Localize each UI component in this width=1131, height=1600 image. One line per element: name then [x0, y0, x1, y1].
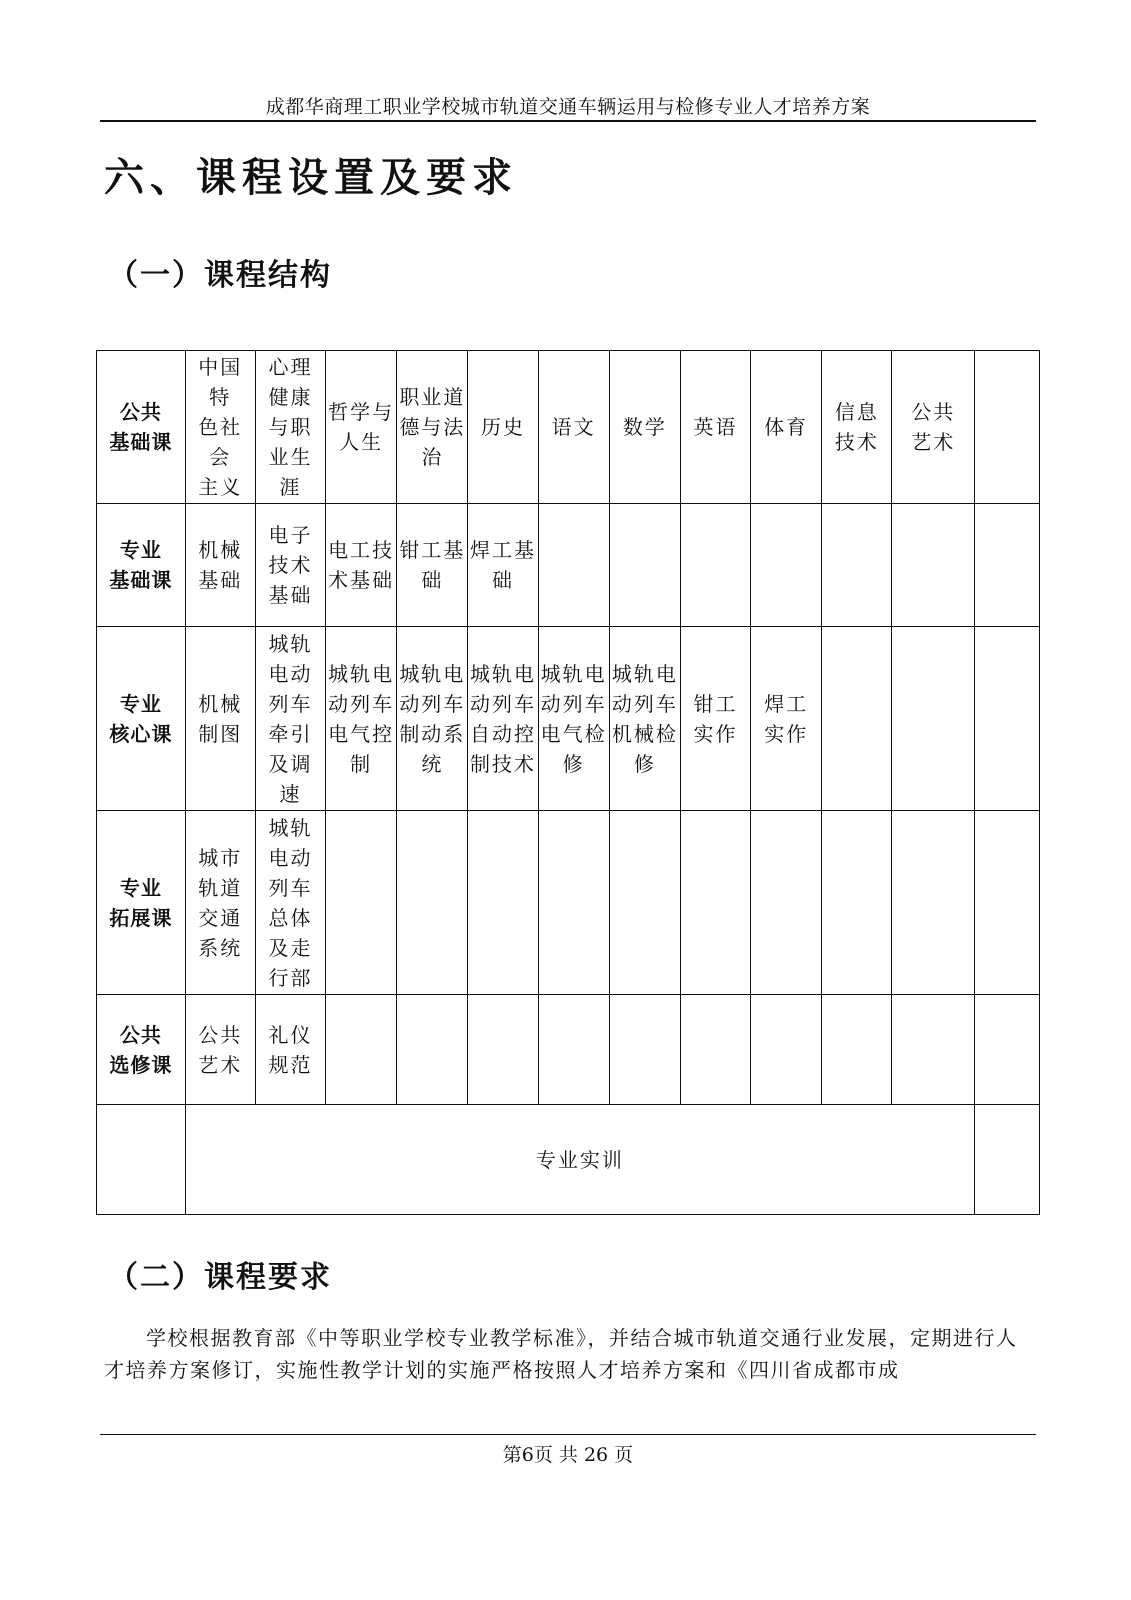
- course-cell: [974, 627, 1039, 811]
- training-cell: 专业实训: [185, 1105, 974, 1215]
- course-cell: 礼仪 规范: [255, 995, 325, 1105]
- page-header: 成都华商理工职业学校城市轨道交通车辆运用与检修专业人才培养方案: [265, 96, 871, 118]
- course-cell: 钳工 实作: [680, 627, 750, 811]
- course-cell: 体育: [751, 351, 822, 504]
- course-cell: [609, 504, 680, 627]
- course-cell: 城轨 电动 列车 牵引 及调 速: [255, 627, 325, 811]
- page-number: 第6页 共 26 页: [502, 1444, 634, 1466]
- course-cell: 历史: [468, 351, 538, 504]
- course-cell: 职业道 德与法 治: [397, 351, 468, 504]
- row-label: 专业 核心课: [97, 627, 186, 811]
- course-cell: [892, 995, 975, 1105]
- course-cell: 城轨电 动列车 电气控 制: [326, 627, 397, 811]
- course-cell: [974, 811, 1039, 995]
- course-cell: [326, 811, 397, 995]
- table-row-professional-extension: [97, 811, 1040, 995]
- footer-rule: [100, 1434, 1036, 1435]
- course-cell: [751, 504, 822, 627]
- course-cell: [974, 504, 1039, 627]
- course-cell: 城轨电 动列车 机械检 修: [609, 627, 680, 811]
- empty-cell: [974, 1105, 1039, 1215]
- section-title: 六、课程设置及要求: [104, 154, 518, 201]
- course-cell: [822, 995, 892, 1105]
- course-cell: 钳工基 础: [397, 504, 468, 627]
- course-cell: [974, 351, 1039, 504]
- course-cell: 焊工 实作: [751, 627, 822, 811]
- course-cell: 中国 特 色社 会 主义: [185, 351, 255, 504]
- course-cell: 公共 艺术: [892, 351, 975, 504]
- course-cell: 电工技 术基础: [326, 504, 397, 627]
- course-cell: 城轨 电动 列车 总体 及走 行部: [255, 811, 325, 995]
- course-cell: [680, 995, 750, 1105]
- course-cell: 机械 基础: [185, 504, 255, 627]
- course-cell: [751, 811, 822, 995]
- body-paragraph: 学校根据教育部《中等职业学校专业教学标准》，并结合城市轨道交通行业发展，定期进行人才培养方案修订，实施性教学计划的实施严格按照人才培养方案和《四川省成都市成: [104, 1326, 1018, 1382]
- course-cell: [326, 995, 397, 1105]
- course-cell: 城轨电 动列车 制动系 统: [397, 627, 468, 811]
- row-label: 专业 基础课: [97, 504, 186, 627]
- table-row-professional-basic: [97, 504, 1040, 627]
- row-label: 专业 拓展课: [97, 811, 186, 995]
- subsection-title-structure: （一）课程结构: [108, 258, 332, 293]
- course-cell: [609, 995, 680, 1105]
- course-cell: 电子 技术 基础: [255, 504, 325, 627]
- course-cell: [397, 811, 468, 995]
- course-cell: 哲学与 人生: [326, 351, 397, 504]
- course-cell: 信息 技术: [822, 351, 892, 504]
- course-cell: [822, 627, 892, 811]
- table-row-professional-core: [97, 627, 1040, 811]
- course-cell: [822, 504, 892, 627]
- header-rule: [100, 120, 1036, 122]
- course-cell: [822, 811, 892, 995]
- course-cell: 英语: [680, 351, 750, 504]
- empty-label-cell: [97, 1105, 186, 1215]
- course-cell: [892, 811, 975, 995]
- course-cell: [974, 995, 1039, 1105]
- course-cell: [609, 811, 680, 995]
- course-cell: [397, 995, 468, 1105]
- table-row-public-elective: [97, 995, 1040, 1105]
- course-cell: [538, 995, 609, 1105]
- course-cell: 机械 制图: [185, 627, 255, 811]
- course-cell: [892, 627, 975, 811]
- row-label: 公共 选修课: [97, 995, 186, 1105]
- course-cell: [680, 504, 750, 627]
- course-cell: 城市 轨道 交通 系统: [185, 811, 255, 995]
- course-cell: [751, 995, 822, 1105]
- course-structure-table: [96, 350, 1040, 1215]
- course-cell: 焊工基 础: [468, 504, 538, 627]
- course-cell: 心理 健康 与职 业生 涯: [255, 351, 325, 504]
- course-cell: [680, 811, 750, 995]
- course-cell: [892, 504, 975, 627]
- subsection-title-requirements: （二）课程要求: [108, 1260, 332, 1295]
- course-cell: 公共 艺术: [185, 995, 255, 1105]
- course-cell: 城轨电 动列车 电气检 修: [538, 627, 609, 811]
- course-cell: 数学: [609, 351, 680, 504]
- row-label: 公共 基础课: [97, 351, 186, 504]
- course-cell: [538, 811, 609, 995]
- course-cell: [468, 995, 538, 1105]
- course-cell: [538, 504, 609, 627]
- course-cell: 城轨电 动列车 自动控 制技术: [468, 627, 538, 811]
- table-row-public-basic: [97, 351, 1040, 504]
- course-cell: 语文: [538, 351, 609, 504]
- table-row-training: [97, 1105, 1040, 1215]
- course-cell: [468, 811, 538, 995]
